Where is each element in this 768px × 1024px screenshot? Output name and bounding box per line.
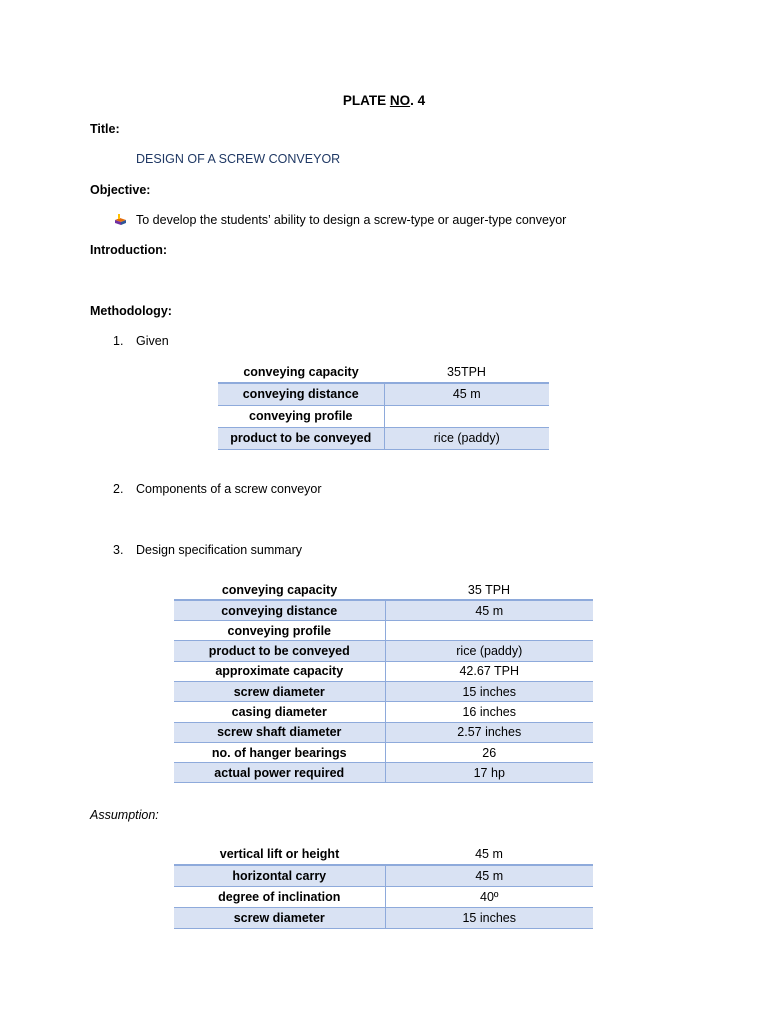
spec-label: conveying distance: [218, 383, 384, 405]
table-row: [174, 621, 593, 641]
summary-table: [174, 580, 593, 783]
spec-value: 40º: [385, 886, 593, 907]
spec-label: conveying distance: [174, 600, 385, 620]
table-row: [174, 600, 593, 620]
spec-value: 45 m: [385, 844, 593, 865]
objective-text: To develop the students’ ability to design a screw-type or auger-type conveyor: [136, 213, 567, 227]
step-number: 3.: [113, 543, 124, 557]
assumption-label: Assumption:: [90, 808, 159, 822]
bullet-icon: [114, 213, 127, 229]
spec-label: no. of hanger bearings: [211, 745, 347, 760]
spec-value: [384, 405, 549, 427]
assumption-table: [174, 844, 593, 929]
table-row: [174, 661, 593, 681]
spec-label: vertical lift or height: [174, 844, 385, 865]
spec-label: screw diameter: [174, 907, 385, 928]
spec-label: approximate capacity: [215, 664, 344, 679]
introduction-label: Introduction:: [90, 243, 168, 257]
spec-value: 35TPH: [384, 361, 549, 383]
methodology-label: Methodology:: [90, 304, 172, 318]
table-row: [174, 742, 593, 762]
table-row: [174, 681, 593, 701]
table-row: [218, 361, 549, 383]
spec-value: 42.67 TPH: [385, 661, 593, 681]
spec-label: conveying capacity: [174, 580, 385, 600]
table-row: [174, 580, 593, 600]
spec-value: 2.57 inches: [385, 722, 593, 742]
table-row: [174, 763, 593, 783]
spec-label: actual power required: [174, 763, 385, 783]
step-text: Design specification summary: [136, 543, 303, 557]
table-row: [174, 907, 593, 928]
spec-value: 16 inches: [385, 702, 593, 722]
spec-label: conveying capacity: [218, 361, 384, 383]
table-row: [174, 702, 593, 722]
table-row: [174, 722, 593, 742]
spec-value: 15 inches: [385, 907, 593, 928]
step-number: 2.: [113, 482, 124, 496]
spec-value: rice (paddy): [384, 427, 549, 449]
spec-value: 17 hp: [385, 763, 593, 783]
table-row: [218, 427, 549, 449]
spec-label: horizontal carry: [174, 865, 385, 886]
spec-value: 45 m: [384, 383, 549, 405]
spec-label: conveying profile: [227, 623, 331, 638]
spec-label: product to be conveyed: [174, 641, 385, 661]
objective-label: Objective:: [90, 183, 151, 197]
spec-label: degree of inclination: [218, 889, 341, 904]
spec-value: 35 TPH: [385, 580, 593, 600]
given-table: [218, 361, 549, 450]
table-row: [218, 405, 549, 427]
spec-value: 26: [385, 742, 593, 762]
spec-label: conveying profile: [249, 409, 353, 423]
spec-label: casing diameter: [231, 704, 327, 719]
table-row: [174, 865, 593, 886]
spec-value: 45 m: [385, 600, 593, 620]
step-number: 1.: [113, 334, 124, 348]
spec-label: screw diameter: [174, 681, 385, 701]
spec-value: 15 inches: [385, 681, 593, 701]
table-row: [174, 844, 593, 865]
spec-value: rice (paddy): [385, 641, 593, 661]
plate-number: PLATE NO. 4: [342, 93, 426, 108]
title-label: Title:: [90, 122, 120, 136]
spec-value: [385, 621, 593, 641]
spec-label: screw shaft diameter: [174, 722, 385, 742]
step-text: Components of a screw conveyor: [136, 482, 322, 496]
step-text: Given: [136, 334, 169, 348]
table-row: [174, 886, 593, 907]
spec-value: 45 m: [385, 865, 593, 886]
table-row: [174, 641, 593, 661]
spec-label: product to be conveyed: [218, 427, 384, 449]
project-title: DESIGN OF A SCREW CONVEYOR: [136, 152, 341, 166]
table-row: [218, 383, 549, 405]
